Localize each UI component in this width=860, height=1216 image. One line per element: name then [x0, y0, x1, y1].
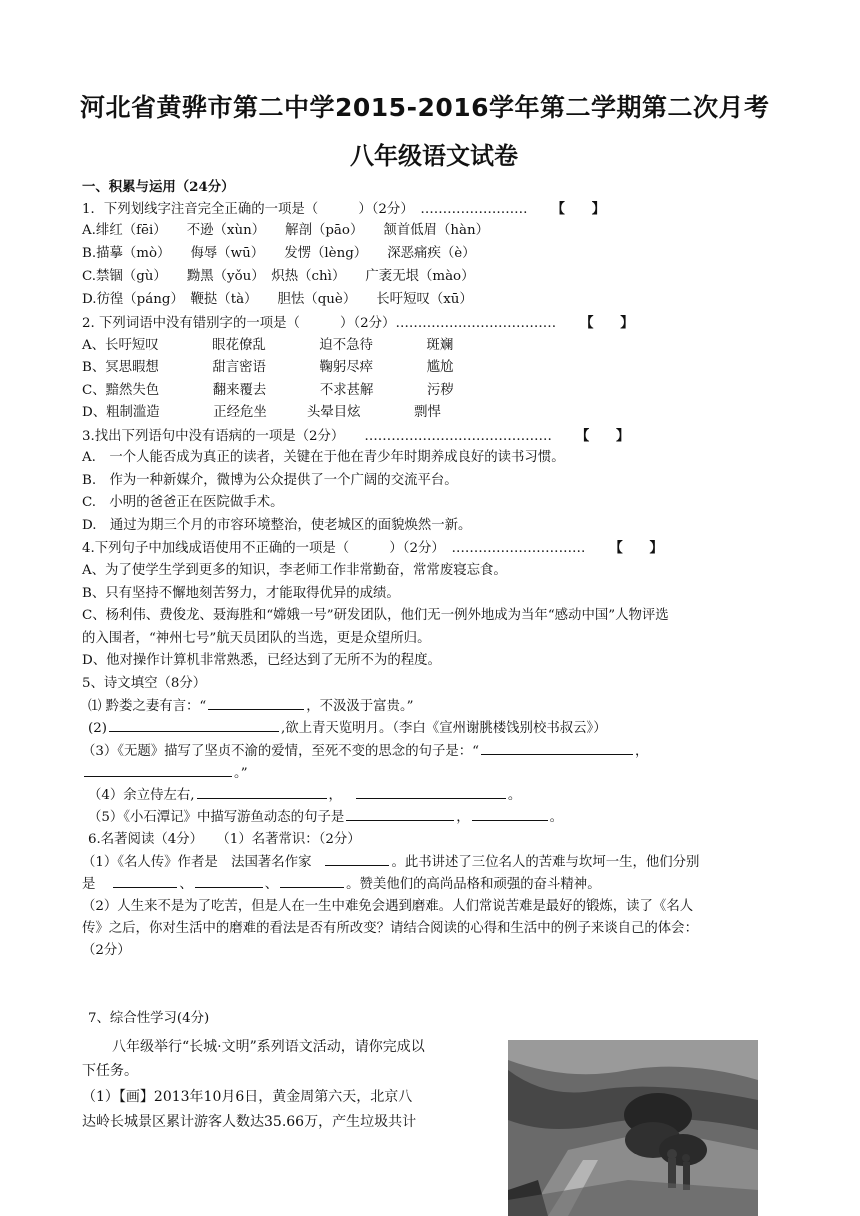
question-1-option-a: A.绯红（fēi） 不逊（xùn） 解剖（pāo） 颔首低眉（hàn）: [82, 223, 490, 238]
answer-bracket: 【 】: [551, 201, 606, 217]
question-6-part2-line3: （2分）: [82, 943, 131, 958]
fill-blank[interactable]: [325, 851, 389, 866]
fill-blank[interactable]: [84, 762, 232, 777]
question-2-option-c: C、黯然失色 翻来覆去 不求甚解 污秽: [82, 383, 454, 398]
question-6-part2-line1: （2）人生来不是为了吃苦，但是人在一生中难免会遇到磨难。人们常说苦难是最好的锻炼，读了《名人: [82, 899, 694, 914]
question-6-part2-line2: 传》之后，你对生活中的磨难的看法是否有所改变？请结合阅读的心得和生活中的例子来谈自己的体会：: [82, 921, 698, 936]
question-1-option-c: C.禁锢（gù） 黝黑（yǒu） 炽热（chì） 广袤无垠（mào）: [82, 269, 475, 284]
question-4-text: 4.下列句子中加线成语使用不正确的一项是（ ）（2分） …………………………: [82, 541, 586, 556]
question-5-heading: 5、诗文填空（8分）: [82, 676, 207, 691]
question-3-stem: [82, 425, 629, 448]
question-7-task-line2: 达岭长城景区累计游客人数达35.66万，产生垃圾共计: [82, 1114, 417, 1130]
poem-fill-5-end: 。: [549, 810, 564, 825]
poem-fill-3-suffix: ，: [635, 744, 649, 759]
question-4-option-a: A、为了使学生学到更多的知识，李老师工作非常勤奋，常常废寝忘食。: [82, 563, 507, 578]
poem-fill-4-end: 。: [507, 788, 522, 803]
question-4-stem: [82, 537, 663, 560]
fill-blank[interactable]: [113, 873, 177, 888]
answer-bracket: 【 】: [580, 315, 634, 331]
poem-fill-1: [88, 695, 414, 718]
exam-subtitle: 八年级语文试卷: [350, 142, 518, 170]
poem-fill-4-sep: ，: [328, 788, 342, 803]
fill-blank[interactable]: [346, 806, 454, 821]
question-6-line1-prefix: （1）《名人传》作者是 法国著名作家: [82, 855, 312, 870]
poem-fill-1-suffix: ，不汲汲于富贵。”: [306, 699, 414, 714]
question-1-option-b: B.描摹（mò） 侮辱（wū） 发愣（lèng） 深恶痛疾（è）: [82, 246, 476, 261]
poem-fill-5-sep: ，: [456, 810, 470, 825]
poem-fill-5: [88, 806, 563, 829]
answer-bracket: 【 】: [609, 540, 663, 556]
question-6-heading: 6.名著阅读（4分） （1）名著常识：（2分）: [88, 832, 361, 847]
question-6-line2-prefix: 是: [82, 877, 96, 892]
great-wall-trash-photo: [508, 1040, 758, 1216]
question-4-option-b: B、只有坚持不懈地刻苦努力，才能取得优异的成绩。: [82, 586, 400, 601]
poem-fill-2: [88, 717, 607, 740]
question-1-option-d: D.彷徨（páng） 鞭挞（tà） 胆怯（què） 长吁短叹（xū）: [82, 292, 473, 307]
question-7-intro-line2: 下任务。: [82, 1063, 138, 1079]
fill-blank[interactable]: [109, 717, 279, 732]
question-3-option-a: A. 一个人能否成为真正的读者，关键在于他在青少年时期养成良好的读书习惯。: [82, 450, 565, 465]
question-2-option-d: D、粗制滥造 正经危坐 头晕目炫 剽悍: [82, 405, 441, 420]
question-6-sep: 、: [179, 877, 193, 892]
poem-fill-3-end: 。”: [234, 766, 248, 781]
fill-blank[interactable]: [208, 695, 304, 710]
question-4-option-d: D、他对操作计算机非常熟悉，已经达到了无所不为的程度。: [82, 653, 441, 668]
fill-blank[interactable]: [197, 784, 327, 799]
question-3-option-b: B. 作为一种新媒介，微博为公众提供了一个广阔的交流平台。: [82, 473, 458, 488]
question-3-option-d: D. 通过为期三个月的市容环境整治，使老城区的面貌焕然一新。: [82, 518, 472, 533]
poem-fill-2-prefix: (2): [88, 721, 107, 736]
poem-fill-5-prefix: （5）《小石潭记》中描写游鱼动态的句子是: [88, 810, 345, 825]
exam-title: 河北省黄骅市第二中学2015-2016学年第二学期第二次月考: [80, 93, 770, 122]
question-7-task-line1: （1）【画】2013年10月6日，黄金周第六天，北京八: [82, 1089, 413, 1105]
question-6-sep: 、: [264, 877, 279, 892]
poem-fill-3: [82, 740, 648, 763]
poem-fill-3-cont: [82, 762, 248, 785]
question-2-text: 2. 下列词语中没有错别字的一项是（ ）（2分）………………………………: [82, 316, 557, 331]
question-3-text: 3.找出下列语句中没有语病的一项是（2分） ……………………………………: [82, 429, 552, 444]
question-6-line1: [82, 851, 699, 874]
question-2-stem: [82, 312, 634, 335]
poem-fill-4: [88, 784, 521, 807]
fill-blank[interactable]: [481, 740, 633, 755]
fill-blank[interactable]: [472, 806, 548, 821]
question-4-option-c-line2: 的入围者，“神州七号”航天员团队的当选，更是众望所归。: [82, 631, 431, 646]
question-7-heading: 7、综合性学习(4分): [88, 1011, 210, 1026]
question-7-intro-line1: 八年级举行“长城·文明”系列语文活动，请你完成以: [112, 1039, 425, 1055]
question-6-line2: [82, 873, 601, 896]
fill-blank[interactable]: [356, 784, 506, 799]
answer-bracket: 【 】: [575, 428, 630, 444]
question-3-option-c: C. 小明的爸爸正在医院做手术。: [82, 495, 284, 510]
question-1-text: 1．下列划线字注音完全正确的一项是（ ）（2分） ……………………: [82, 202, 528, 217]
question-1-stem: [82, 198, 605, 221]
section-heading: 一、积累与运用（24分）: [82, 179, 235, 195]
poem-fill-4-prefix: （4）余立侍左右,: [88, 788, 195, 803]
question-4-option-c-line1: C、杨利伟、费俊龙、聂海胜和“嫦娥一号”研发团队，他们无一例外地成为当年“感动中国”人物评选: [82, 608, 669, 623]
poem-fill-2-suffix: ,欲上青天览明月。（李白《宣州谢朓楼饯别校书叔云》）: [280, 721, 607, 736]
poem-fill-1-prefix: ⑴ 黔娄之妻有言：“: [88, 699, 207, 714]
question-2-option-a: A、长吁短叹 眼花僚乱 迫不急待 斑斓: [82, 338, 454, 353]
question-2-option-b: B、冥思暇想 甜言密语 鞠躬尽瘁 尴尬: [82, 360, 454, 375]
fill-blank[interactable]: [280, 873, 344, 888]
question-6-line1-suffix: 。此书讲述了三位名人的苦难与坎坷一生，他们分别: [391, 855, 700, 870]
poem-fill-3-prefix: （3）《无题》描写了坚贞不渝的爱情，至死不变的思念的句子是：“: [82, 744, 479, 759]
question-6-line2-suffix: 。赞美他们的高尚品格和顽强的奋斗精神。: [346, 877, 601, 892]
photo-illustration: [508, 1040, 758, 1216]
fill-blank[interactable]: [195, 873, 263, 888]
